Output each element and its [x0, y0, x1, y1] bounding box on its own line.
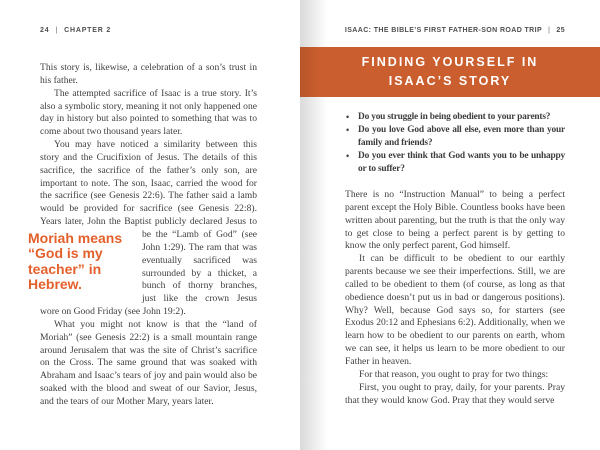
page-number-left: 24	[40, 27, 50, 34]
paragraph: There is no “Instruction Manual” to being a perfect parent except the Holy Bible. Countless books have been written about parenting, but the truth is that the only way to get close to being a perfect parent is by getting to know the only perfect parent, God himself.	[345, 189, 565, 252]
banner-title-line-2: ISAAC’S STORY	[388, 74, 512, 88]
paragraph-text: God” (see John 1:29). The ram that was eventually sacrificed was surrounded by a thicket, a bunch of thorny branches, just like the crown Jesus wore on Good Friday (see John 19:2).	[40, 228, 258, 318]
question-text: Do you ever think that God wants you to be unhappy or to suffer?	[358, 151, 565, 174]
reflection-question	[345, 150, 565, 176]
running-head-left	[40, 25, 257, 35]
pull-quote: Moriah means “God is my teacher” in Hebrew.	[28, 229, 123, 293]
paragraph: What you might not know is that the “land of Moriah” (see Genesis 22:2) is a small mountain range around Jerusalem that was the site of Christ’s sacrifice on the Cross. The same ground that was soaked with Abraham and Isaac’s tears of joy and pain would also be soaked with the blood and sweat of our Savior, Jesus, and the tears of our Mother Mary, years later.	[40, 318, 257, 407]
paragraph: First, you ought to pray, daily, for your parents. Pray that they would know God. Pray that they would serve	[345, 381, 565, 406]
running-head-separator: |	[55, 25, 59, 34]
question-text: Do you struggle in being obedient to your parents?	[358, 112, 551, 122]
running-head-separator: |	[548, 25, 551, 34]
reflection-question	[345, 124, 565, 150]
paragraph-text: You may have noticed a similarity between this story and the Crucifixion of Jesus. The details of this sacrifice, the sacrifice of the father’s only son, are important to note. The son, Isaac, carried the wood for the sacrifice (see Genesis 22:6). The father said a lamb would be provided for sacrifice (see Genesis 22:8). Years later, John the Baptist publicly declared Jesus to be the “Lamb of	[40, 139, 257, 240]
left-page-body	[28, 62, 258, 409]
running-head-right	[345, 25, 565, 35]
paragraph: It can be difficult to be obedient to our earthly parents because we see their imperfections. Still, we are called to be obedient to them (of course, as long as that obedience doesn’t put us in bad or dangerous positions). Why? Well, because God says so, for starters (see Exodus 20:12 and Ephesians 6:2). Additionally, when we learn how to be obedient to our parents on earth, whom we can see, it helps us learn to be more obedient to our Father in heaven.	[345, 253, 565, 367]
page-right	[300, 0, 600, 450]
paragraph	[28, 139, 258, 319]
right-page-body	[345, 189, 565, 407]
bullet-icon: •	[346, 125, 350, 135]
bullet-icon: •	[346, 112, 350, 122]
chapter-label: CHAPTER 2	[64, 27, 112, 34]
section-banner	[300, 47, 600, 97]
bullet-icon: •	[346, 151, 350, 161]
reflection-question-list	[345, 111, 565, 176]
page-number-right: 25	[556, 27, 565, 34]
question-text: Do you love God above all else, even more than your family and friends?	[358, 125, 565, 148]
running-title: ISAAC: THE BIBLE’S FIRST FATHER-SON ROAD TRIP	[344, 27, 543, 34]
banner-title-line-1: FINDING YOURSELF IN	[361, 55, 539, 69]
reflection-question	[345, 111, 565, 124]
paragraph: For that reason, you ought to pray for two things:	[359, 368, 549, 380]
paragraph: This story is, likewise, a celebration of a son’s trust in his father.	[40, 62, 257, 86]
paragraph: The attempted sacrifice of Isaac is a true story. It’s also a symbolic story, meaning it not only happened one day in history but also pointed to something that was to come about two thousand years later.	[40, 87, 257, 138]
